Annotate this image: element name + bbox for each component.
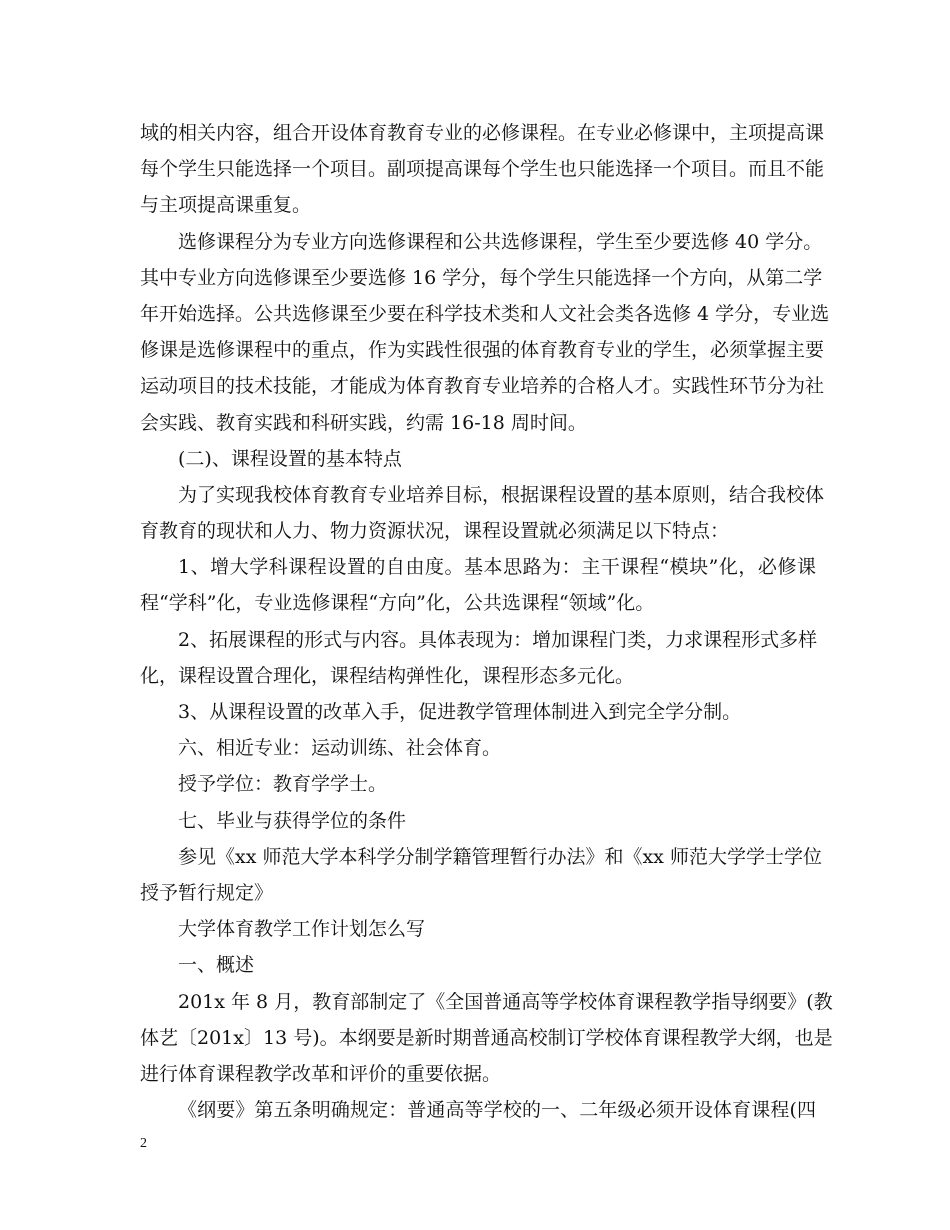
- text-line: 程“学科”化，专业选修课程“方向”化，公共选课程“领域”化。: [140, 592, 655, 615]
- document-body: [140, 115, 833, 1128]
- text-line: 运动项目的技术技能，才能成为体育教育专业培养的合格人才。实践性环节分为社: [140, 375, 825, 398]
- text-line: 其中专业方向选修课至少要选修 16 学分，每个学生只能选择一个方向，从第二学: [140, 266, 823, 289]
- text-line: 进行体育课程教学改革和评价的重要依据。: [140, 1062, 502, 1085]
- text-line: 年开始选择。公共选修课至少要在科学技术类和人文社会类各选修 4 学分，专业选: [140, 302, 830, 325]
- text-line: 大学体育教学工作计划怎么写: [178, 918, 426, 941]
- text-line: 2、拓展课程的形式与内容。具体表现为：增加课程门类，力求课程形式多样: [178, 628, 818, 651]
- text-line: 六、相近专业：运动训练、社会体育。: [178, 737, 502, 760]
- text-line: 1、增大学科课程设置的自由度。基本思路为：主干课程“模块”化，必修课: [178, 556, 816, 579]
- text-line: 3、从课程设置的改革入手，促进教学管理体制进入到完全学分制。: [178, 701, 742, 723]
- text-line: 《纲要》第五条明确规定：普通高等学校的一、二年级必须开设体育课程(四: [178, 1099, 816, 1122]
- text-line: 与主项提高课重复。: [140, 194, 312, 217]
- text-line: 育教育的现状和人力、物力资源状况，课程设置就必须满足以下特点：: [140, 520, 730, 543]
- text-line: 一、概述: [178, 954, 255, 977]
- text-line: 每个学生只能选择一个项目。副项提高课每个学生也只能选择一个项目。而且不能: [140, 158, 825, 181]
- text-line: 201x 年 8 月，教育部制定了《全国普通高等学校体育课程教学指导纲要》(教: [178, 990, 833, 1013]
- text-line: 授予暂行规定》: [140, 881, 274, 904]
- text-line: 为了实现我校体育教育专业培养目标，根据课程设置的基本原则，结合我校体: [178, 483, 825, 506]
- text-line: 域的相关内容，组合开设体育教育专业的必修课程。在专业必修课中，主项提高课: [140, 122, 825, 144]
- text-line: 七、毕业与获得学位的条件: [178, 809, 407, 832]
- text-line: 体艺〔201x〕13 号)。本纲要是新时期普通高校制订学校体育课程教学大纲，也是: [140, 1026, 833, 1049]
- text-line: 修课是选修课程中的重点，作为实践性很强的体育教育专业的学生，必须掌握主要: [140, 339, 825, 362]
- text-line: 参见《xx 师范大学本科学分制学籍管理暂行办法》和《xx 师范大学学士学位: [178, 845, 822, 868]
- page-number: 2: [140, 1136, 147, 1151]
- text-line: 选修课程分为专业方向选修课程和公共选修课程，学生至少要选修 40 学分。: [178, 230, 823, 253]
- text-line: 会实践、教育实践和科研实践，约需 16-18 周时间。: [140, 411, 587, 434]
- text-line: (二)、课程设置的基本特点: [178, 447, 402, 470]
- text-line: 化，课程设置合理化，课程结构弹性化，课程形态多元化。: [140, 664, 635, 687]
- text-line: 授予学位：教育学学士。: [178, 773, 388, 796]
